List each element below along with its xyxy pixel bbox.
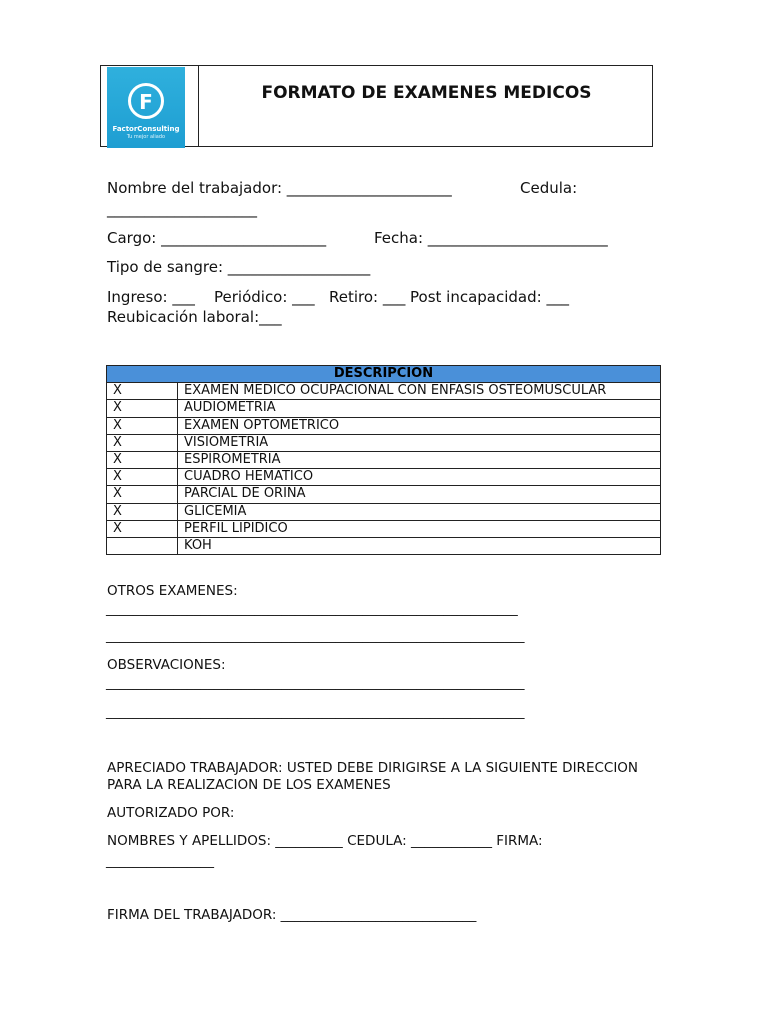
exam-mark: X — [107, 434, 178, 451]
logo-tagline: Tu mejor aliado — [126, 134, 166, 140]
observaciones-line-2: ______________________________________________________________ — [106, 704, 525, 720]
document-header — [100, 65, 653, 147]
table-row — [107, 520, 661, 537]
exam-name: KOH — [178, 537, 661, 554]
firma-trabajador-field: FIRMA DEL TRABAJADOR: _____________________________ — [107, 907, 477, 923]
apreciado-line-1: APRECIADO TRABAJADOR: USTED DEBE DIRIGIRSE A LA SIGUIENTE DIRECCION — [107, 760, 639, 776]
exam-name: PERFIL LIPIDICO — [178, 520, 661, 537]
table-row — [107, 417, 661, 434]
page-title: FORMATO DE EXAMENES MEDICOS — [261, 83, 592, 103]
cedula-label: Cedula: — [520, 179, 578, 197]
observaciones-line-1: ______________________________________________________________ — [106, 675, 525, 691]
exam-table-body — [107, 383, 661, 555]
exam-name: VISIOMETRIA — [178, 434, 661, 451]
exam-mark: X — [107, 486, 178, 503]
table-row — [107, 434, 661, 451]
logo-cell — [101, 66, 199, 146]
exam-mark: X — [107, 400, 178, 417]
nombres-apellidos-field: NOMBRES Y APELLIDOS: __________ CEDULA: ____________ FIRMA: — [107, 833, 543, 849]
firma-line: ________________ — [106, 853, 214, 869]
autorizado-label: AUTORIZADO POR: — [107, 805, 235, 821]
exam-name: CUADRO HEMATICO — [178, 469, 661, 486]
exam-name: GLICEMIA — [178, 503, 661, 520]
table-row — [107, 486, 661, 503]
exam-mark — [107, 537, 178, 554]
cedula-line: ____________________ — [107, 200, 257, 218]
exam-mark: X — [107, 469, 178, 486]
exam-name: AUDIOMETRIA — [178, 400, 661, 417]
exam-name: PARCIAL DE ORINA — [178, 486, 661, 503]
exam-name: EXAMEN OPTOMETRICO — [178, 417, 661, 434]
fecha-field: Fecha: ________________________ — [374, 229, 608, 247]
retiro-field: Retiro: ___ — [329, 288, 406, 306]
table-row — [107, 383, 661, 400]
exam-table — [106, 365, 661, 555]
observaciones-label: OBSERVACIONES: — [107, 657, 226, 673]
table-row — [107, 537, 661, 554]
table-row — [107, 400, 661, 417]
exam-mark: X — [107, 383, 178, 400]
exam-mark: X — [107, 520, 178, 537]
otros-label: OTROS EXAMENES: — [107, 583, 238, 599]
table-row — [107, 503, 661, 520]
table-header: DESCRIPCION — [107, 366, 661, 383]
table-row — [107, 451, 661, 468]
exam-mark: X — [107, 417, 178, 434]
cargo-field: Cargo: ______________________ — [107, 229, 327, 247]
otros-line-1: _____________________________________________________________ — [106, 601, 518, 617]
exam-mark: X — [107, 503, 178, 520]
otros-line-2: ______________________________________________________________ — [106, 628, 525, 644]
ingreso-field: Ingreso: ___ — [107, 288, 195, 306]
exam-mark: X — [107, 451, 178, 468]
company-logo — [107, 67, 185, 148]
logo-emblem-icon: F — [128, 83, 164, 119]
table-row — [107, 469, 661, 486]
tipo-sangre-field: Tipo de sangre: ___________________ — [107, 258, 371, 276]
logo-name: FactorConsulting — [112, 125, 180, 133]
post-incapacidad-field: Post incapacidad: ___ — [410, 288, 569, 306]
exam-name: ESPIROMETRIA — [178, 451, 661, 468]
apreciado-line-2: PARA LA REALIZACION DE LOS EXAMENES — [107, 777, 391, 793]
exam-name: EXAMEN MEDICO OCUPACIONAL CON ENFASIS OSTEOMUSCULAR — [178, 383, 661, 400]
nombre-field: Nombre del trabajador: ______________________ — [107, 179, 452, 197]
reubicacion-field: Reubicación laboral:___ — [107, 308, 282, 326]
periodico-field: Periódico: ___ — [214, 288, 315, 306]
